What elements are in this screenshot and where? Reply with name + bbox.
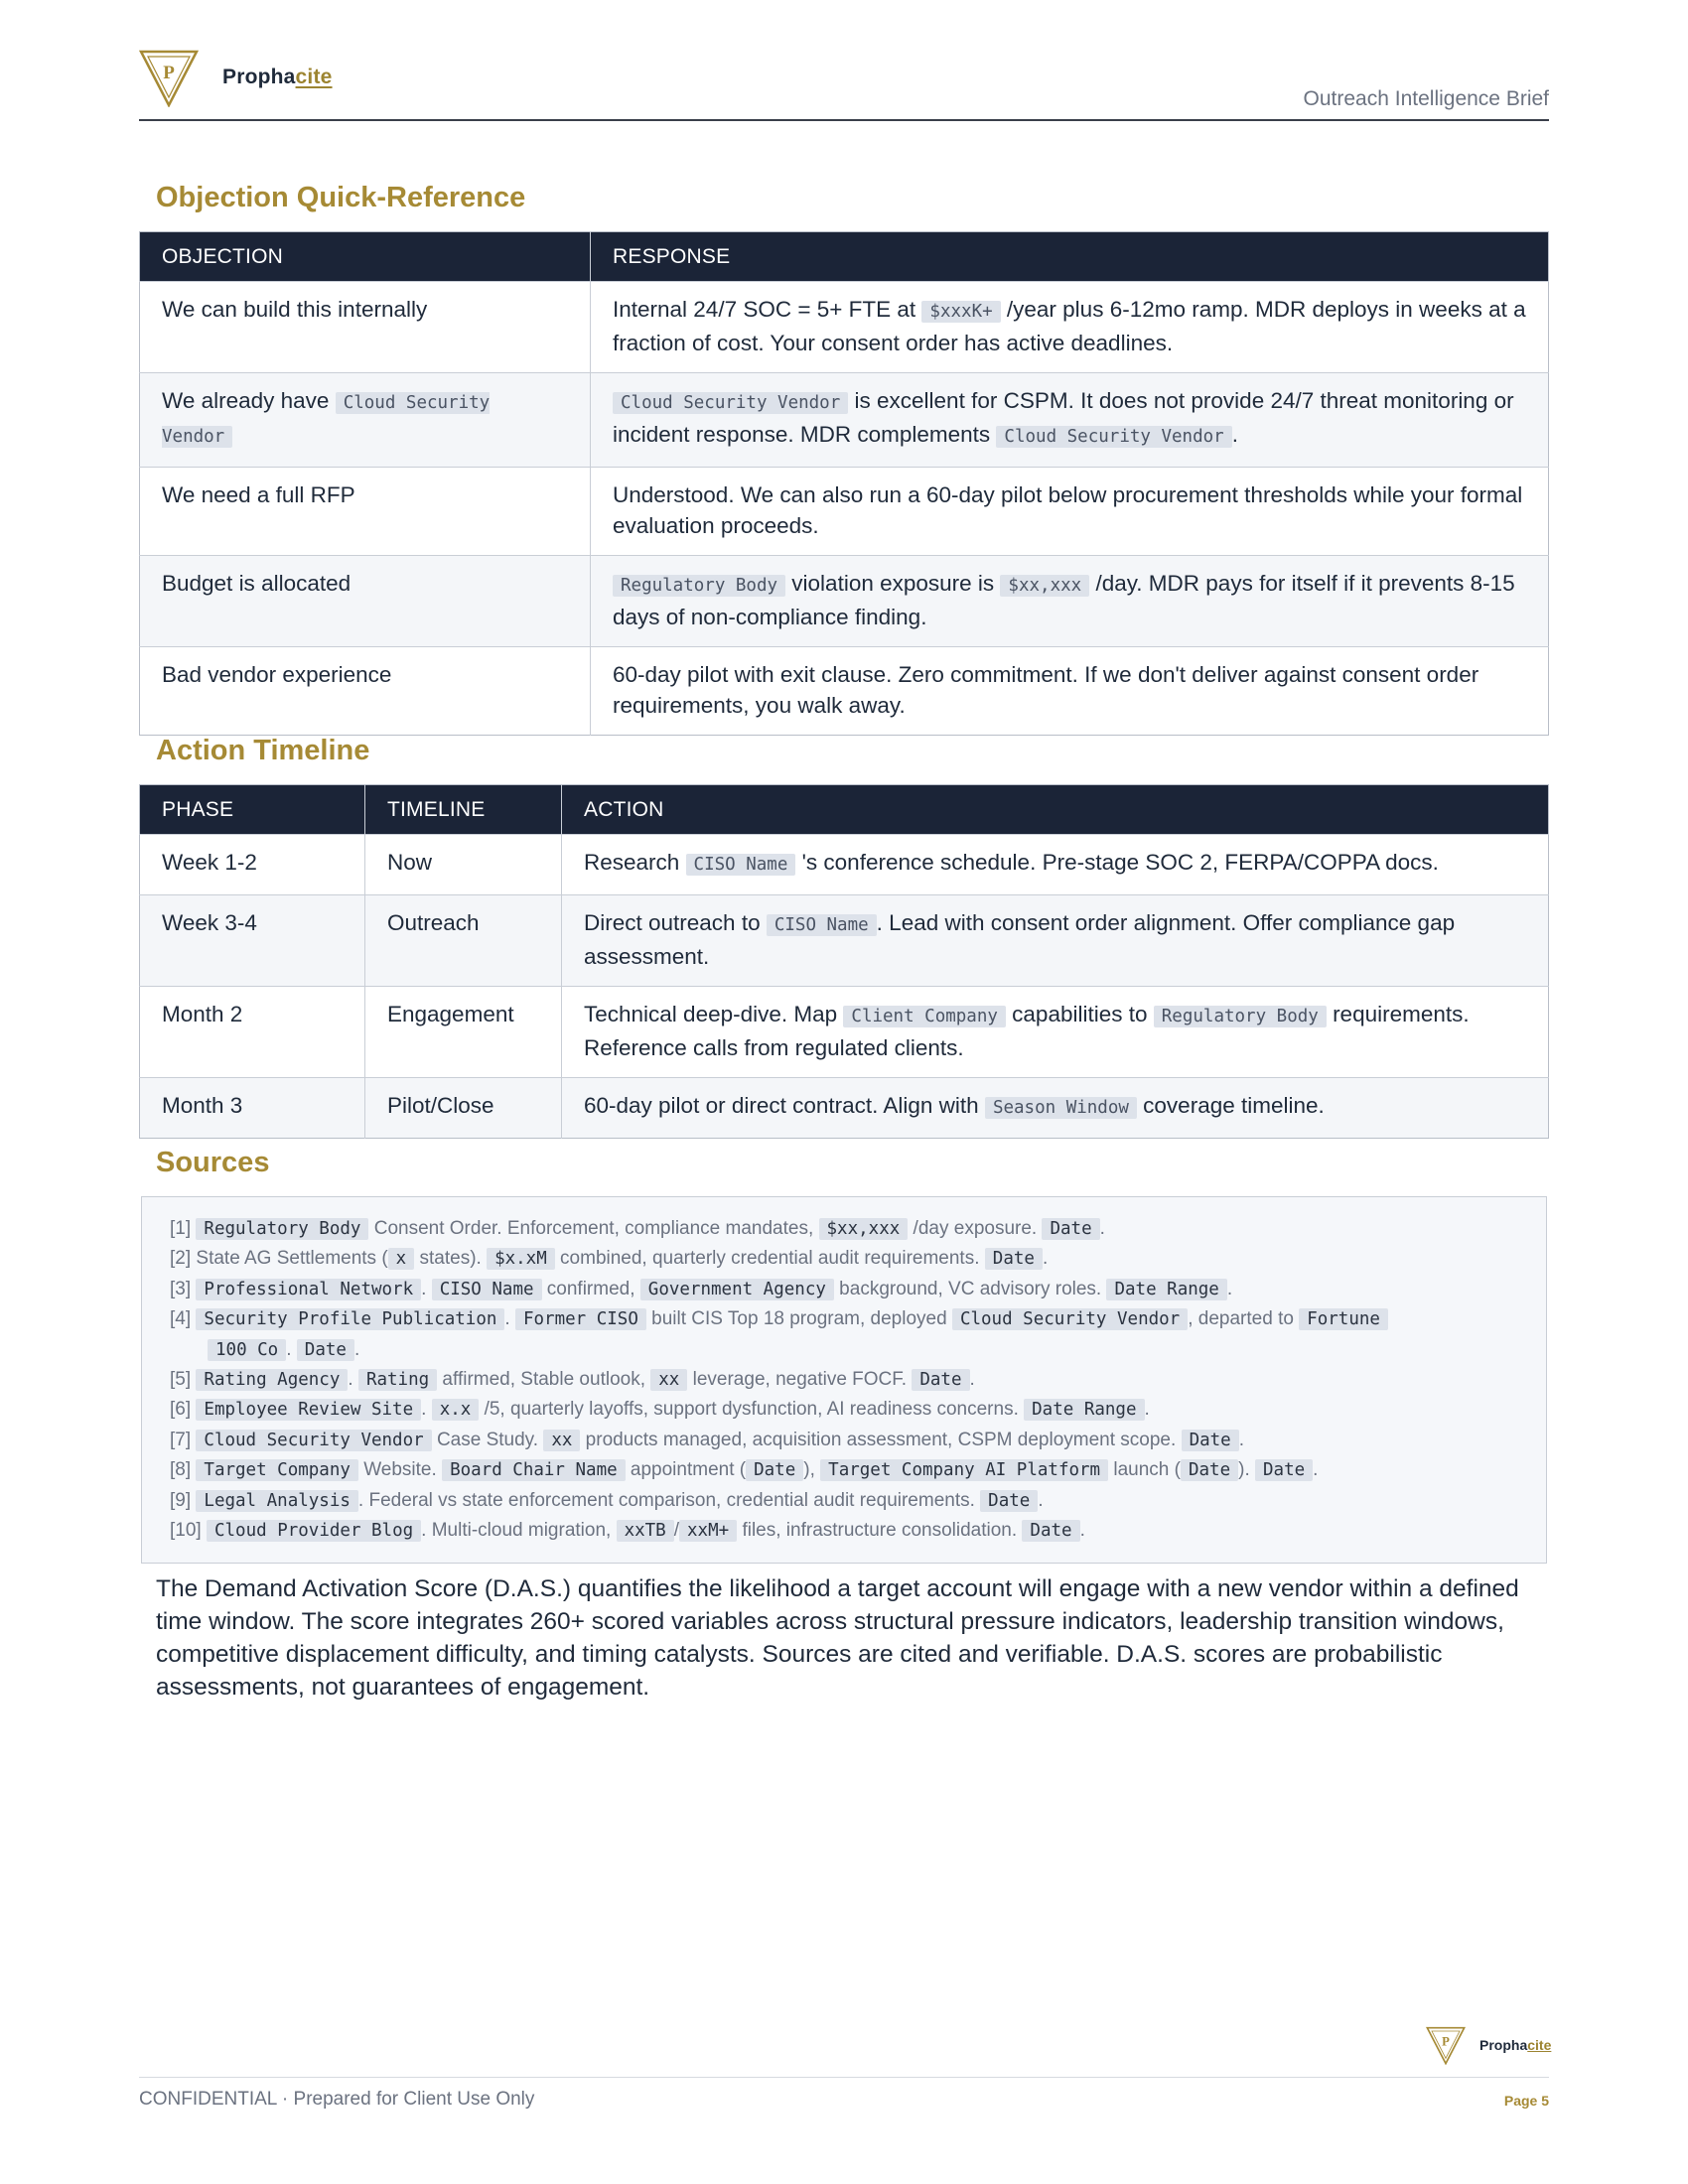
text-segment: launch ( [1108, 1459, 1181, 1481]
sources-section-title: Sources [156, 1147, 270, 1178]
text-segment: capabilities to [1005, 1002, 1154, 1026]
placeholder-token: Former CISO [515, 1308, 646, 1330]
footer-brand-accent: cite [1527, 2037, 1552, 2053]
text-segment: /day. MDR pays for itself if it prevents 8-15 days of non-compliance finding. [613, 571, 1515, 629]
placeholder-token: $xxxK+ [921, 301, 1000, 323]
text-segment: violation exposure is [785, 571, 1001, 596]
phase-cell: Month 3 [140, 1078, 365, 1139]
timeline-cell: Pilot/Close [365, 1078, 562, 1139]
text-segment: Research [584, 850, 686, 875]
text-segment: 60-day pilot with exit clause. Zero commitment. If we don't deliver against consent order requirements, you walk away. [613, 662, 1479, 718]
placeholder-token: CISO Name [767, 914, 877, 936]
phase-cell: Week 1-2 [140, 835, 365, 895]
page-header [139, 46, 1549, 121]
placeholder-token: xxM+ [679, 1520, 737, 1542]
source-number: [1] [170, 1218, 192, 1239]
text-segment: . [286, 1338, 297, 1360]
placeholder-token: Date [1255, 1459, 1313, 1481]
placeholder-token: x [388, 1248, 415, 1270]
text-segment: . [1099, 1218, 1105, 1239]
source-item [170, 1275, 1520, 1304]
text-segment: State AG Settlements ( [196, 1248, 388, 1270]
timeline-cell: Now [365, 835, 562, 895]
placeholder-token: Regulatory Body [196, 1218, 368, 1240]
table-row [140, 556, 1549, 647]
source-item [170, 1214, 1520, 1244]
timeline-cell: Engagement [365, 987, 562, 1078]
text-segment: / [673, 1520, 680, 1542]
text-segment: combined, quarterly credential audit requirements. [554, 1248, 985, 1270]
action-cell [562, 1078, 1549, 1139]
placeholder-token: Date Range [1024, 1399, 1144, 1421]
triangle-logo-icon [139, 48, 199, 107]
text-segment: leverage, negative FOCF. [687, 1369, 913, 1391]
timeline-header-row [140, 785, 1549, 835]
source-item-continuation [170, 1335, 1520, 1365]
text-segment: ), [803, 1459, 821, 1481]
table-row [140, 373, 1549, 468]
placeholder-token: Date [1042, 1218, 1099, 1240]
table-row [140, 895, 1549, 987]
objection-cell [140, 468, 591, 556]
placeholder-token: xx [650, 1369, 687, 1391]
placeholder-token: Regulatory Body [613, 575, 785, 597]
action-cell [562, 835, 1549, 895]
text-segment: . [1226, 1278, 1233, 1299]
placeholder-token: Target Company [196, 1459, 358, 1481]
text-segment: . [1313, 1459, 1319, 1481]
source-item [170, 1486, 1520, 1516]
text-segment: . Lead with consent order alignment. Offer compliance gap assessment. [584, 910, 1456, 969]
source-item [170, 1365, 1520, 1395]
placeholder-token: 100 Co [208, 1339, 286, 1361]
source-item [170, 1304, 1520, 1334]
column-header-response: RESPONSE [591, 232, 1549, 282]
page-number: Page 5 [1503, 2093, 1549, 2109]
timeline-table [139, 784, 1549, 1139]
placeholder-token: Date [746, 1459, 803, 1481]
text-segment: ). [1238, 1459, 1256, 1481]
text-segment: . [1042, 1248, 1049, 1270]
text-segment: , departed to [1188, 1308, 1300, 1330]
brand-name [222, 66, 333, 89]
text-segment: . [353, 1338, 360, 1360]
placeholder-token: CISO Name [432, 1279, 542, 1300]
placeholder-token: Rating [358, 1369, 437, 1391]
source-item [170, 1516, 1520, 1546]
placeholder-token: Cloud Security Vendor [162, 393, 491, 447]
placeholder-token: $xx,xxx [819, 1218, 909, 1240]
sources-list [141, 1196, 1547, 1564]
column-header-phase: PHASE [140, 785, 365, 835]
table-row [140, 647, 1549, 736]
text-segment: Bad vendor experience [162, 662, 392, 687]
document-title: Outreach Intelligence Brief [1303, 87, 1549, 110]
placeholder-token: Cloud Security Vendor [952, 1308, 1188, 1330]
text-segment: . [421, 1399, 432, 1421]
objection-cell [140, 373, 591, 468]
placeholder-token: $xx,xxx [1000, 575, 1089, 597]
text-segment: appointment ( [625, 1459, 747, 1481]
placeholder-token: Date Range [1106, 1279, 1226, 1300]
objections-header-row [140, 232, 1549, 282]
column-header-timeline: TIMELINE [365, 785, 562, 835]
text-segment: products managed, acquisition assessment, CSPM deployment scope. [580, 1429, 1182, 1450]
text-segment: . [969, 1369, 975, 1391]
source-number: [2] [170, 1248, 192, 1270]
text-segment: background, VC advisory roles. [833, 1278, 1107, 1299]
text-segment: Budget is allocated [162, 571, 352, 596]
placeholder-token: Cloud Security Vendor [613, 392, 848, 414]
response-cell [591, 468, 1549, 556]
text-segment: . [1144, 1399, 1150, 1421]
action-cell [562, 987, 1549, 1078]
triangle-logo-icon [1426, 2025, 1466, 2065]
source-number: [3] [170, 1278, 192, 1299]
text-segment: . Multi-cloud migration, [421, 1520, 617, 1542]
placeholder-token: Regulatory Body [1154, 1006, 1327, 1027]
footer-divider [139, 2077, 1549, 2078]
text-segment: Consent Order. Enforcement, compliance mandates, [368, 1218, 819, 1239]
table-row [140, 282, 1549, 373]
placeholder-token: Date [980, 1490, 1038, 1512]
placeholder-token: Date [297, 1339, 354, 1361]
placeholder-token: CISO Name [686, 854, 796, 876]
text-segment: Internal 24/7 SOC = 5+ FTE at [613, 297, 922, 322]
placeholder-token: Security Profile Publication [196, 1308, 504, 1330]
text-segment: states). [414, 1248, 488, 1270]
source-number: [5] [170, 1369, 192, 1391]
text-segment: . [1238, 1429, 1244, 1450]
placeholder-token: Date [1182, 1430, 1239, 1451]
placeholder-token: Client Company [843, 1006, 1006, 1027]
text-segment: 's conference schedule. Pre-stage SOC 2, FERPA/COPPA docs. [795, 850, 1439, 875]
action-cell [562, 895, 1549, 987]
text-segment: . [348, 1369, 358, 1391]
timeline-cell: Outreach [365, 895, 562, 987]
footer-brand-main: Propha [1479, 2037, 1528, 2053]
text-segment: affirmed, Stable outlook, [437, 1369, 651, 1391]
text-segment: . Federal vs state enforcement comparison, credential audit requirements. [357, 1489, 981, 1511]
text-segment: coverage timeline. [1136, 1093, 1325, 1118]
text-segment: Case Study. [431, 1429, 544, 1450]
text-segment: We can build this internally [162, 297, 428, 322]
placeholder-token: Government Agency [640, 1279, 834, 1300]
brand-name-accent: cite [295, 66, 333, 88]
placeholder-token: Employee Review Site [196, 1399, 421, 1421]
logo-letter: P [163, 63, 175, 83]
text-segment: 60-day pilot or direct contract. Align with [584, 1093, 985, 1118]
placeholder-token: Date [985, 1248, 1043, 1270]
objections-section-title: Objection Quick-Reference [156, 182, 526, 213]
table-row [140, 835, 1549, 895]
placeholder-token: Target Company AI Platform [820, 1459, 1108, 1481]
source-number: [9] [170, 1489, 192, 1511]
text-segment: We need a full RFP [162, 482, 355, 507]
text-segment: Understood. We can also run a 60-day pilot below procurement thresholds while your formal evaluation proceeds. [613, 482, 1523, 538]
text-segment: . [421, 1278, 432, 1299]
response-cell [591, 556, 1549, 647]
text-segment: confirmed, [541, 1278, 640, 1299]
placeholder-token: Date [912, 1369, 969, 1391]
placeholder-token: xxTB [617, 1520, 674, 1542]
text-segment: . [504, 1308, 515, 1330]
text-segment: /day exposure. [908, 1218, 1043, 1239]
source-number: [8] [170, 1459, 192, 1481]
footer-logo-letter: P [1442, 2034, 1450, 2049]
phase-cell: Month 2 [140, 987, 365, 1078]
placeholder-token: Rating Agency [196, 1369, 348, 1391]
text-segment: Website. [357, 1459, 443, 1481]
objections-table [139, 231, 1549, 736]
placeholder-token: Professional Network [196, 1279, 421, 1300]
placeholder-token: $x.xM [487, 1248, 555, 1270]
response-cell [591, 647, 1549, 736]
source-number: [6] [170, 1399, 192, 1421]
text-segment: /year plus 6-12mo ramp. MDR deploys in weeks at a fraction of cost. Your consent order has active deadlines. [613, 297, 1526, 355]
table-row [140, 1078, 1549, 1139]
placeholder-token: Board Chair Name [442, 1459, 626, 1481]
brand-logo [139, 48, 333, 107]
objection-cell [140, 647, 591, 736]
footer-logo [1426, 2025, 1551, 2065]
placeholder-token: Cloud Security Vendor [196, 1430, 431, 1451]
placeholder-token: Legal Analysis [196, 1490, 358, 1512]
objection-cell [140, 556, 591, 647]
source-number: [10] [170, 1520, 202, 1542]
brand-name-main: Propha [222, 66, 296, 88]
table-row [140, 987, 1549, 1078]
text-segment: We already have [162, 388, 336, 413]
text-segment: requirements. Reference calls from regulated clients. [584, 1002, 1470, 1060]
text-segment: /5, quarterly layoffs, support dysfunction, AI readiness concerns. [479, 1399, 1025, 1421]
placeholder-token: Date [1022, 1520, 1079, 1542]
text-segment: . [1231, 422, 1238, 447]
source-item [170, 1244, 1520, 1274]
source-item [170, 1455, 1520, 1485]
placeholder-token: Date [1181, 1459, 1238, 1481]
text-segment: . [1079, 1520, 1085, 1542]
objection-cell [140, 282, 591, 373]
placeholder-token: x.x [432, 1399, 480, 1421]
phase-cell: Week 3-4 [140, 895, 365, 987]
text-segment: files, infrastructure consolidation. [737, 1520, 1023, 1542]
footer-brand-name [1479, 2037, 1551, 2053]
text-segment: . [1038, 1489, 1044, 1511]
text-segment: Direct outreach to [584, 910, 767, 935]
source-item [170, 1426, 1520, 1455]
response-cell [591, 282, 1549, 373]
confidential-notice: CONFIDENTIAL · Prepared for Client Use Only [139, 2089, 535, 2110]
placeholder-token: xx [543, 1430, 580, 1451]
text-segment: Technical deep-dive. Map [584, 1002, 844, 1026]
placeholder-token: Fortune [1299, 1308, 1388, 1330]
placeholder-token: Cloud Provider Blog [207, 1520, 421, 1542]
das-summary-paragraph: The Demand Activation Score (D.A.S.) quantifies the likelihood a target account will engage with a new vendor within a defined time window. The score integrates 260+ scored variables across structural pressure indicators, leadership transition windows, competitive displacement difficulty, and timing catalysts. Sources are cited and verifiable. D.A.S. scores are probabilistic assessments, not guarantees of engagement. [156, 1575, 1519, 1701]
source-item [170, 1395, 1520, 1425]
timeline-section-title: Action Timeline [156, 735, 370, 766]
text-segment: is excellent for CSPM. It does not provide 24/7 threat monitoring or incident response. MDR complements [613, 388, 1514, 447]
source-number: [7] [170, 1429, 192, 1450]
placeholder-token: Season Window [985, 1097, 1137, 1119]
source-number: [4] [170, 1308, 192, 1330]
column-header-objection: OBJECTION [140, 232, 591, 282]
column-header-action: ACTION [562, 785, 1549, 835]
placeholder-token: Cloud Security Vendor [996, 426, 1231, 448]
table-row [140, 468, 1549, 556]
response-cell [591, 373, 1549, 468]
text-segment: built CIS Top 18 program, deployed [645, 1308, 952, 1330]
